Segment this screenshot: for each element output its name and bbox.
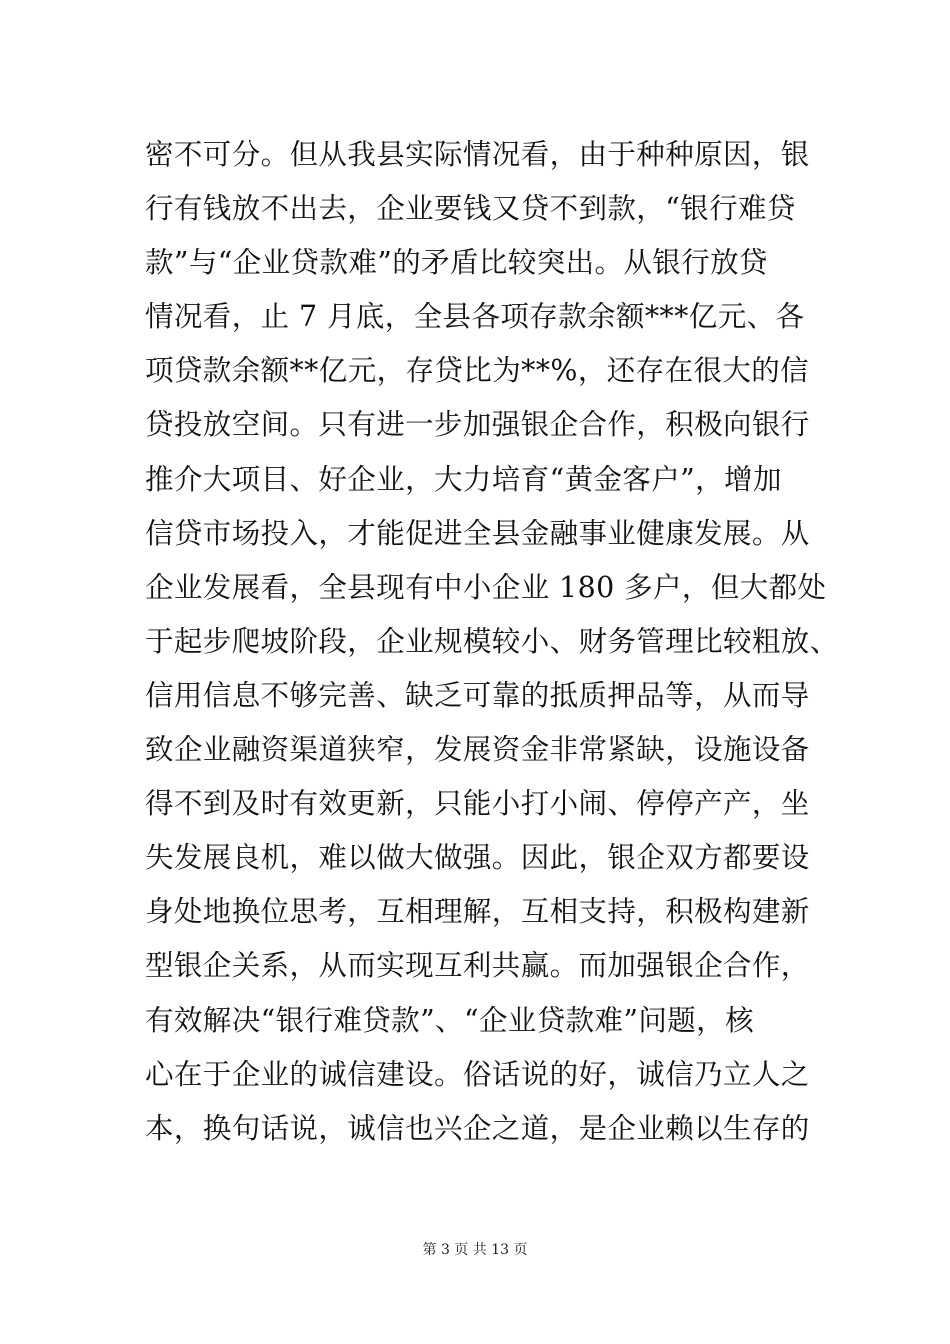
- text-line: 企业发展看，全县现有中小企业 180 多户，但大都处: [145, 570, 827, 604]
- text-line: 款”与“企业贷款难”的矛盾比较突出。从银行放贷: [145, 246, 768, 280]
- text-line: 密不可分。但从我县实际情况看，由于种种原因，银: [145, 138, 810, 171]
- text-line: 得不到及时有效更新，只能小打小闹、停停产产，坐: [145, 787, 810, 821]
- text-line: 心在于企业的诚信建设。俗话说的好，诚信乃立人之: [145, 1057, 810, 1091]
- text-line: 情况看，止 7 月底，全县各项存款余额***亿元、各: [145, 300, 805, 334]
- text-line: 项贷款余额**亿元，存贷比为**%，还存在很大的信: [145, 354, 810, 388]
- text-line: 失发展良机，难以做大做强。因此，银企双方都要设: [145, 841, 810, 875]
- text-line: 身处地换位思考，互相理解，互相支持，积极构建新: [145, 895, 810, 929]
- text-line: 推介大项目、好企业，大力培育“黄金客户”，增加: [145, 462, 782, 496]
- text-line: 行有钱放不出去，企业要钱又贷不到款，“银行难贷: [145, 192, 796, 226]
- text-line: 致企业融资渠道狭窄，发展资金非常紧缺，设施设备: [145, 733, 810, 767]
- page-number-footer: 第 3 页 共 13 页: [422, 1242, 528, 1258]
- text-line: 贷投放空间。只有进一步加强银企合作，积极向银行: [145, 408, 810, 442]
- text-line: 型银企关系，从而实现互利共赢。而加强银企合作，: [145, 949, 810, 983]
- text-line: 有效解决“银行难贷款”、“企业贷款难”问题，核: [145, 1003, 754, 1037]
- text-line: 于起步爬坡阶段，企业规模较小、财务管理比较粗放、: [145, 624, 839, 658]
- text-line: 信用信息不够完善、缺乏可靠的抵质押品等，从而导: [145, 678, 810, 712]
- body-text: [145, 128, 839, 1156]
- text-line: 信贷市场投入，才能促进全县金融事业健康发展。从: [145, 516, 810, 550]
- text-line: 本，换句话说，诚信也兴企之道，是企业赖以生存的: [145, 1111, 810, 1145]
